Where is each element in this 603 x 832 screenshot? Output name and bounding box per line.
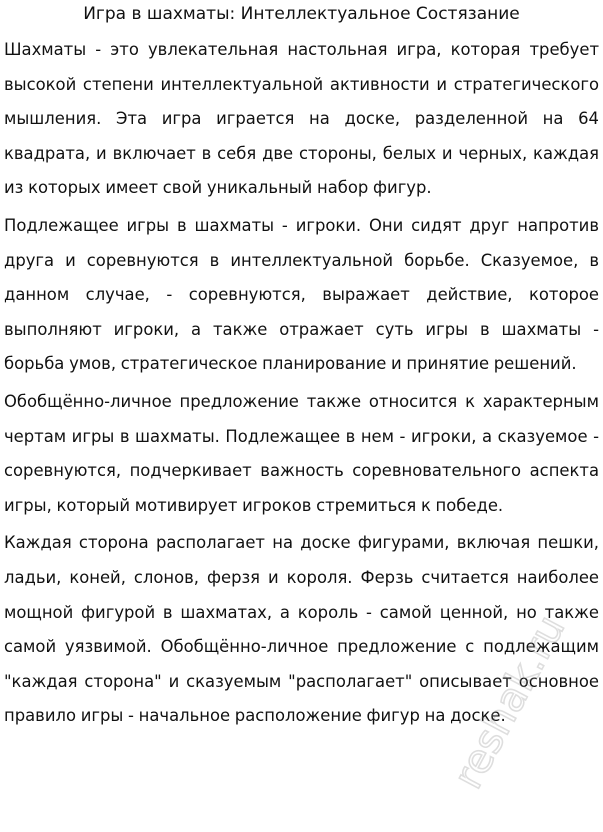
- watermark-text: reshak.ru: [445, 608, 575, 797]
- paragraph-2: Подлежащее игры в шахматы - игроки. Они сидят друг напротив друга и соревнуются в интеллектуальной борьбе. Сказуемое, в данном случае, - соревнуются, выражает действие, которое выполняют игроки, а также отражает суть игры в шахматы - борьба умов, стратегическое планирование и принятие решений.: [4, 215, 599, 374]
- paragraph-3: Обобщённо-личное предложение также относится к характерным чертам игры в шахматы. Подлежащее в нем - игроки, а сказуемое - соревнуются, подчеркивает важность соревновательного аспекта игры, который мотивирует игроков стремиться к победе.: [4, 391, 599, 515]
- paragraph-1: Шахматы - это увлекательная настольная игра, которая требует высокой степени интеллектуальной активности и стратегического мышления. Эта игра играется на доске, разделенной на 64 квадрата, и включает в себя две стороны, белых и черных, каждая из которых имеет свой уникальный набор фигур.: [4, 40, 599, 198]
- paragraph-4: Каждая сторона располагает на доске фигурами, включая пешки, ладьи, коней, слонов, ферзя и короля. Ферзь считается наиболее мощной фигурой в шахматах, а король - самой ценной, но также самой уязвимой. Обобщённо-личное предложение с подлежащим "каждая сторона" и сказуемым "располагает" описывает основное правило игры - начальное расположение фигур на доске.: [4, 533, 599, 726]
- page-title: Игра в шахматы: Интеллектуальное Состязание: [83, 4, 520, 24]
- document-body: [4, 33, 599, 737]
